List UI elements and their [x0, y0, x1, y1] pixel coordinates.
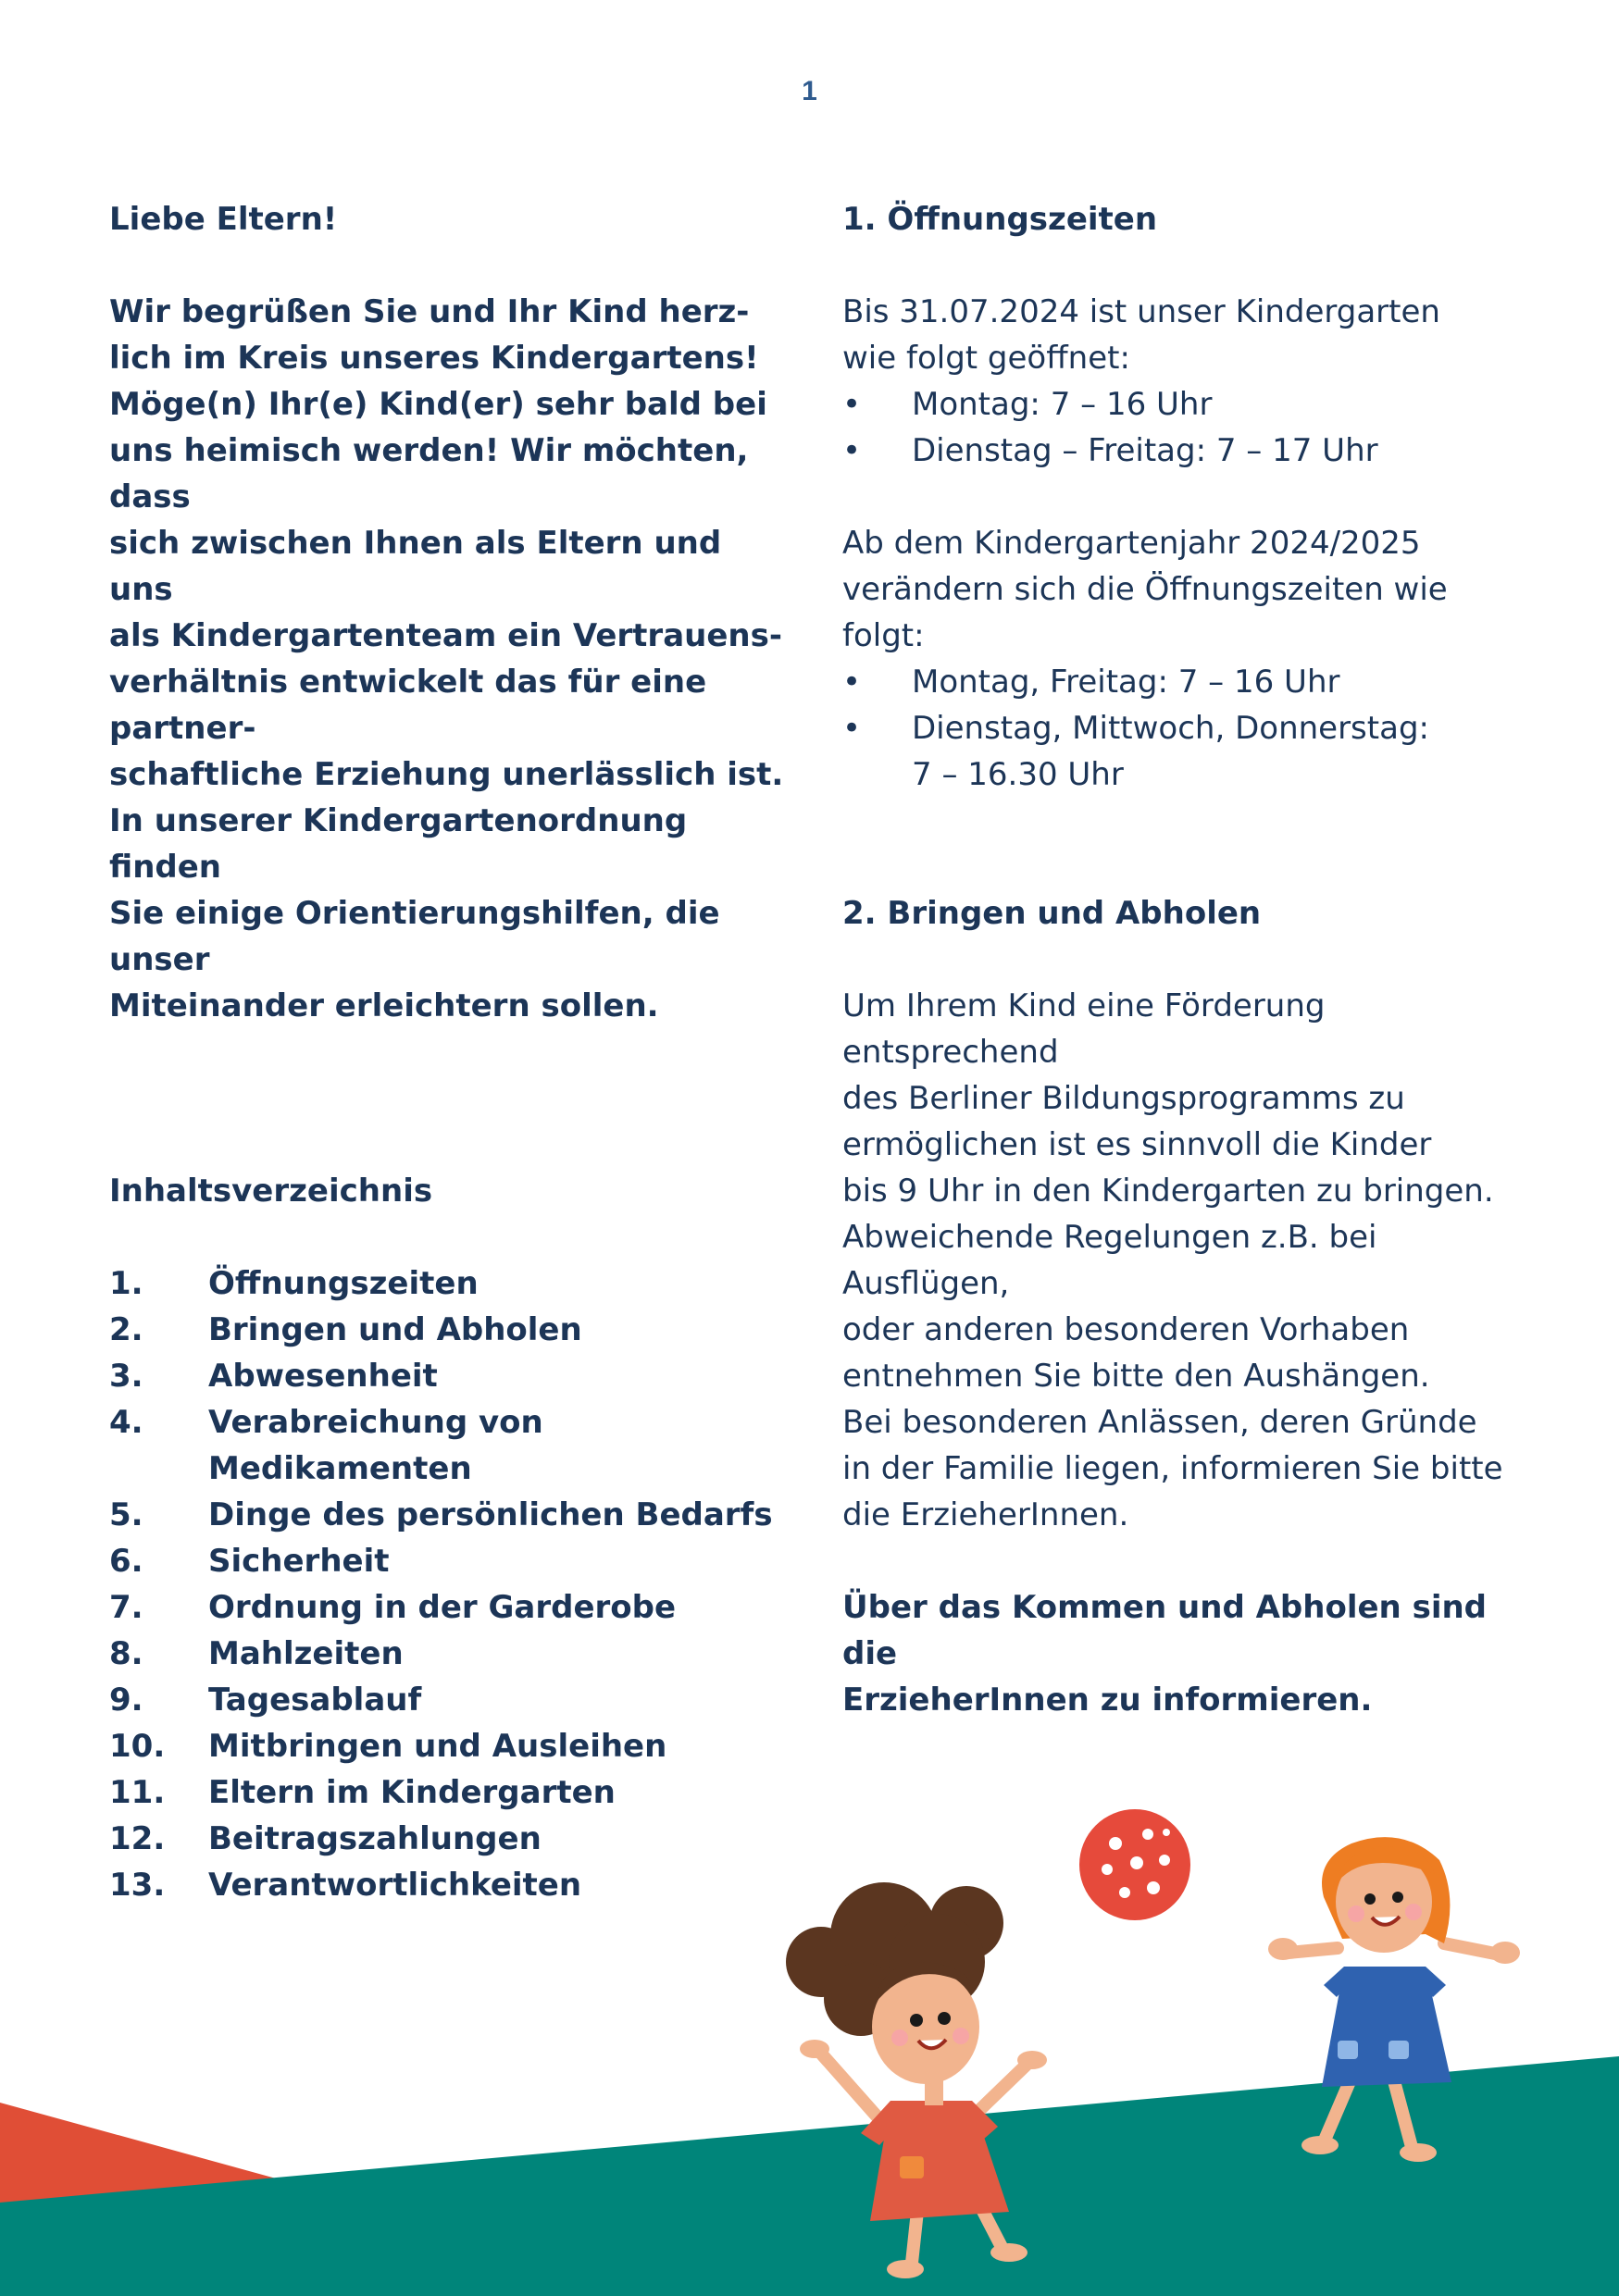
bullet-icon: •: [842, 432, 862, 469]
list-item-continuation: [842, 751, 1527, 798]
section2-paragraph: [842, 983, 1527, 1538]
section2-text-line: in der Familie liegen, informieren Sie bitte: [842, 1450, 1503, 1487]
toc-number: 9.: [109, 1682, 143, 1719]
intro-line: Wir begrüßen Sie und Ihr Kind herz-: [109, 293, 750, 330]
section2-text-line: die ErzieherInnen.: [842, 1496, 1129, 1533]
toc-item[interactable]: [109, 1307, 794, 1353]
opening-hours-list-new: [842, 659, 1527, 798]
greeting: Liebe Eltern!: [109, 201, 338, 238]
list-item: [842, 428, 1527, 474]
toc-number: 7.: [109, 1589, 143, 1626]
list-item-text: Dienstag – Freitag: 7 – 17 Uhr: [912, 432, 1378, 469]
toc-item[interactable]: [109, 1399, 794, 1492]
list-item-text: Montag, Freitag: 7 – 16 Uhr: [912, 664, 1340, 701]
toc-number: 13.: [109, 1867, 166, 1904]
bullet-icon: •: [842, 386, 862, 423]
toc-label: Beitragszahlungen: [208, 1820, 542, 1857]
toc-number: 11.: [109, 1774, 166, 1811]
bullet-icon: •: [842, 710, 862, 747]
section1-text-line: wie folgt geöffnet:: [842, 340, 1130, 377]
children-playing-illustration: [0, 1758, 1619, 2296]
section2-text-line: oder anderen besonderen Vorhaben: [842, 1311, 1410, 1348]
section1-heading: 1. Öffnungszeiten: [842, 201, 1158, 238]
intro-line: sich zwischen Ihnen als Eltern und uns: [109, 525, 722, 608]
list-item: [842, 705, 1527, 751]
section1-text-line: verändern sich die Öffnungszeiten wie folgt:: [842, 571, 1448, 654]
dotted-ball-icon: [1079, 1809, 1190, 1920]
toc-item[interactable]: [109, 1492, 794, 1538]
toc-label: Mahlzeiten: [208, 1635, 404, 1672]
toc-label: Dinge des persönlichen Bedarfs: [208, 1496, 773, 1533]
opening-hours-list-current: [842, 381, 1527, 474]
section2-text-line: ermöglichen ist es sinnvoll die Kinder: [842, 1126, 1432, 1163]
section2-text-line: Um Ihrem Kind eine Förderung entsprechend: [842, 987, 1326, 1071]
toc-label: Eltern im Kindergarten: [208, 1774, 616, 1811]
toc-item[interactable]: [109, 1353, 794, 1399]
toc-label: Ordnung in der Garderobe: [208, 1589, 677, 1626]
toc-number: 8.: [109, 1635, 143, 1672]
intro-line: schaftliche Erziehung unerlässlich ist.: [109, 756, 784, 793]
toc-item[interactable]: [109, 1584, 794, 1631]
toc-label: Tagesablauf: [208, 1682, 422, 1719]
toc-item[interactable]: [109, 1538, 794, 1584]
section2-text-line: Bei besonderen Anlässen, deren Gründe: [842, 1404, 1477, 1441]
section2-bold-line: Über das Kommen und Abholen sind die: [842, 1589, 1488, 1672]
toc-number: 4.: [109, 1404, 143, 1441]
toc-label: Öffnungszeiten: [208, 1265, 479, 1302]
list-item-text: Montag: 7 – 16 Uhr: [912, 386, 1213, 423]
toc-label: Abwesenheit: [208, 1358, 438, 1395]
section2-text-line: entnehmen Sie bitte den Aushängen.: [842, 1358, 1430, 1395]
intro-line: In unserer Kindergartenordnung finden: [109, 802, 688, 886]
toc-label: Sicherheit: [208, 1543, 390, 1580]
section2-text-line: bis 9 Uhr in den Kindergarten zu bringen.: [842, 1173, 1494, 1210]
section1-text-line: Ab dem Kindergartenjahr 2024/2025: [842, 525, 1421, 562]
list-item-text: Dienstag, Mittwoch, Donnerstag:: [912, 710, 1429, 747]
list-item: [842, 659, 1527, 705]
bullet-icon: •: [842, 664, 862, 701]
intro-line: verhältnis entwickelt das für eine partner-: [109, 664, 707, 747]
section2-bold-line: ErzieherInnen zu informieren.: [842, 1682, 1373, 1719]
toc-label: Mitbringen und Ausleihen: [208, 1728, 667, 1765]
list-item: [842, 381, 1527, 428]
toc-item[interactable]: [109, 1631, 794, 1677]
toc-item[interactable]: [109, 1677, 794, 1723]
intro-line: Sie einige Orientierungshilfen, die unser: [109, 895, 720, 978]
toc-item[interactable]: [109, 1260, 794, 1307]
intro-line: lich im Kreis unseres Kindergartens!: [109, 340, 759, 377]
toc-number: 3.: [109, 1358, 143, 1395]
section1-text-line: Bis 31.07.2024 ist unser Kindergarten: [842, 293, 1440, 330]
intro-line: Miteinander erleichtern sollen.: [109, 987, 659, 1024]
toc-label: Verantwortlichkeiten: [208, 1867, 582, 1904]
toc-number: 1.: [109, 1265, 143, 1302]
section2-text-line: des Berliner Bildungsprogramms zu: [842, 1080, 1405, 1117]
intro-paragraph: [109, 289, 794, 1029]
list-item-text: 7 – 16.30 Uhr: [912, 756, 1124, 793]
toc-number: 12.: [109, 1820, 166, 1857]
toc-number: 5.: [109, 1496, 143, 1533]
toc-number: 6.: [109, 1543, 143, 1580]
intro-line: Möge(n) Ihr(e) Kind(er) sehr bald bei: [109, 386, 767, 423]
toc-title: Inhaltsverzeichnis: [109, 1173, 433, 1210]
intro-line: als Kindergartenteam ein Vertrauens-: [109, 617, 782, 654]
page-number: 1: [802, 76, 817, 106]
section2-text-line: Abweichende Regelungen z.B. bei Ausflügen,: [842, 1219, 1377, 1302]
toc-label: Verabreichung von Medikamenten: [208, 1404, 543, 1487]
toc-label: Bringen und Abholen: [208, 1311, 582, 1348]
left-column: [109, 196, 794, 1908]
intro-line: uns heimisch werden! Wir möchten, dass: [109, 432, 749, 515]
toc-number: 2.: [109, 1311, 143, 1348]
right-column: [842, 196, 1527, 1723]
section2-heading: 2. Bringen und Abholen: [842, 895, 1262, 932]
toc-number: 10.: [109, 1728, 166, 1765]
